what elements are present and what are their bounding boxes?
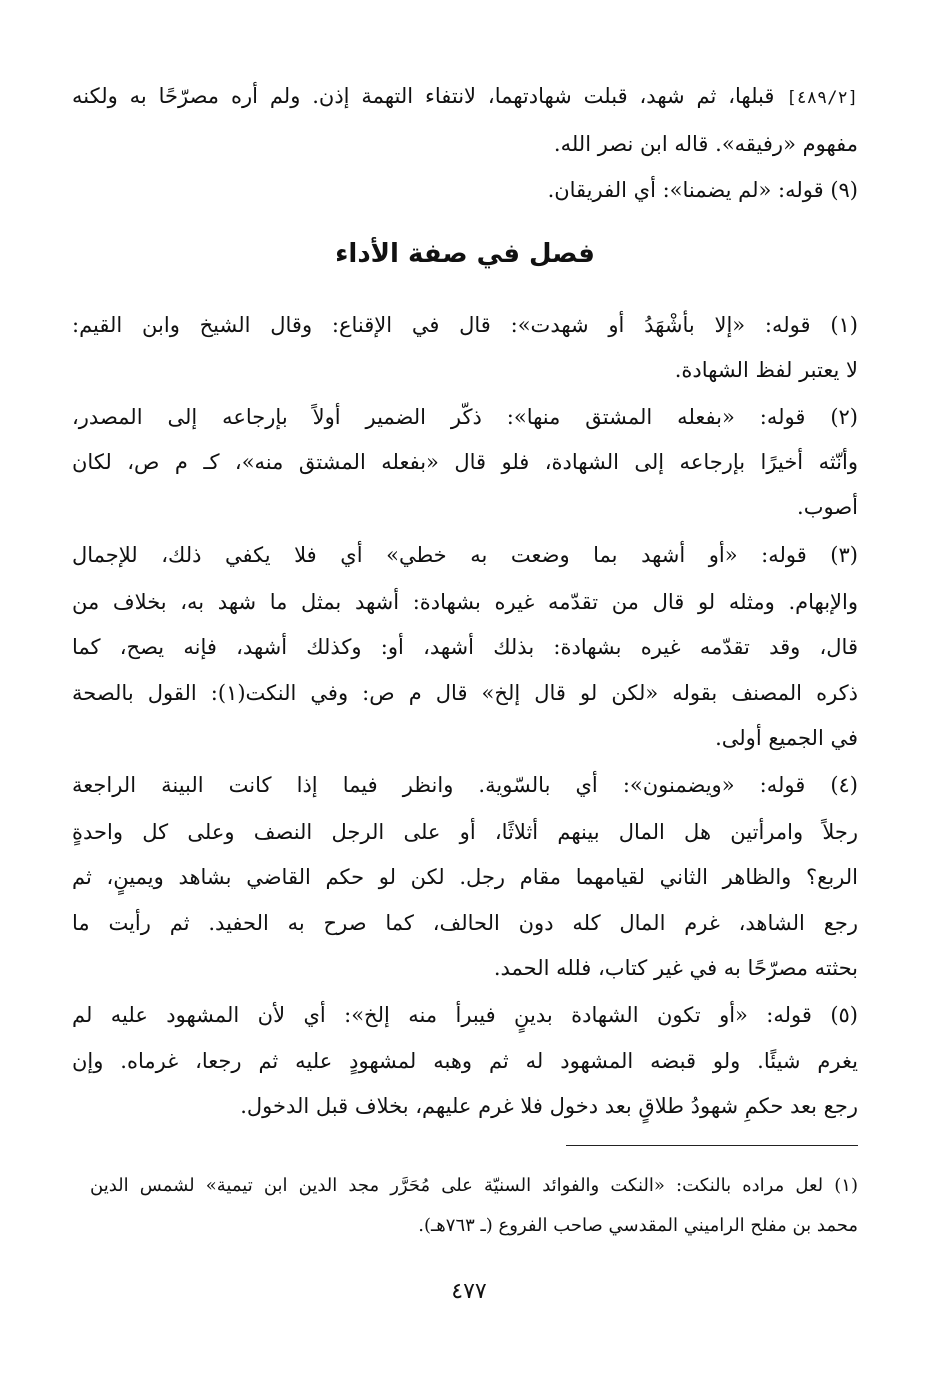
body-line-5: لا يعتبر لفظ الشهادة. <box>674 358 858 382</box>
footnote-line-1: (١) لعل مراده بالنكت: «النكت والفوائد السنيّة على مُحَرَّر مجد الدين ابن تيمية» لشمس الدين <box>90 1175 858 1196</box>
page-reference: [٤٨٩/٢] <box>786 88 858 108</box>
body-line-1 <box>72 76 858 118</box>
body-line-11: قال، وقد تقدّمه غيره بشهادة: بذلك أشهد، أو: وكذلك أشهد، فإنه يصح، كما <box>72 635 858 659</box>
body-line-16: الربع؟ والظاهر الثاني لقيامهما مقام رجل. لكن لو حكم القاضي بشاهد ويمينٍ، ثم <box>72 865 858 889</box>
body-line-8: أصوب. <box>797 495 858 519</box>
body-line-2: مفهوم «رفيقه». قاله ابن نصر الله. <box>553 132 858 156</box>
body-line-3: (٩) قوله: «لم يضمنا»: أي الفريقان. <box>547 178 858 202</box>
body-line-21: رجع بعد حكمِ شهودُ طلاقٍ بعد دخول فلا غرم عليهم، بخلاف قبل الدخول. <box>240 1094 858 1118</box>
body-line-9: (٣) قوله: «أو أشهد بما وضعت به خطي» أي فلا يكفي ذلك، للإجمال <box>72 543 858 567</box>
body-line-10: والإبهام. ومثله لو قال من تقدّمه غيره بشهادة: أشهد بمثل ما شهد به، بخلاف من <box>72 590 858 614</box>
body-line-18: بحثته مصرّحًا به في غير كتاب، فلله الحمد. <box>493 956 858 980</box>
body-line-4: (١) قوله: «إلا بأشْهَدُ أو شهدت»: قال في الإقناع: وقال الشيخ وابن القيم: <box>72 313 858 337</box>
body-line-13: في الجميع أولى. <box>715 726 858 750</box>
body-line-15: رجلاً وامرأتين هل المال بينهم أثلاثًا، أو على الرجل النصف وعلى كل واحدةٍ <box>72 820 858 844</box>
body-line-6: (٢) قوله: «بفعله المشتق منها»: ذكّر الضمير أولاً بإرجاعه إلى المصدر، <box>72 405 858 429</box>
body-line-7: وأنّثه أخيرًا بإرجاعه إلى الشهادة، فلو قال «بفعله المشتق منه»، كـ م ص، لكان <box>72 450 858 474</box>
body-line-12: ذكره المصنف بقوله «لكن لو قال إلخ» قال م ص: وفي النكت(١): القول بالصحة <box>72 681 858 705</box>
body-line-19: (٥) قوله: «أو تكون الشهادة بدينٍ فيبرأ منه إلخ»: أي لأن المشهود عليه لم <box>72 1003 858 1027</box>
body-line-20: يغرم شيئًا. ولو قبضه المشهود له ثم وهبه لمشهودٍ عليه ثم رجعا، غرماه. وإن <box>72 1049 858 1073</box>
section-heading: فصل في صفة الأداء <box>335 239 595 269</box>
page-number: ٤٧٧ <box>451 1279 487 1304</box>
body-line-14: (٤) قوله: «ويضمنون»: أي بالسّوية. وانظر فيما إذا كانت البينة الراجعة <box>72 773 858 797</box>
body-line-1-text: قبلها، ثم شهد، قبلت شهادتهما، لانتفاء التهمة إذن. ولم أره مصرّحًا به ولكنه <box>72 84 775 108</box>
body-line-17: رجع الشاهد، غرم المال كله دون الحالف، كما صرح به الحفيد. ثم رأيت ما <box>72 911 858 935</box>
footnote-line-2: محمد بن مفلح الراميني المقدسي صاحب الفروع (ـ ٧٦٣هـ). <box>418 1215 858 1236</box>
footnote-separator <box>566 1145 858 1146</box>
